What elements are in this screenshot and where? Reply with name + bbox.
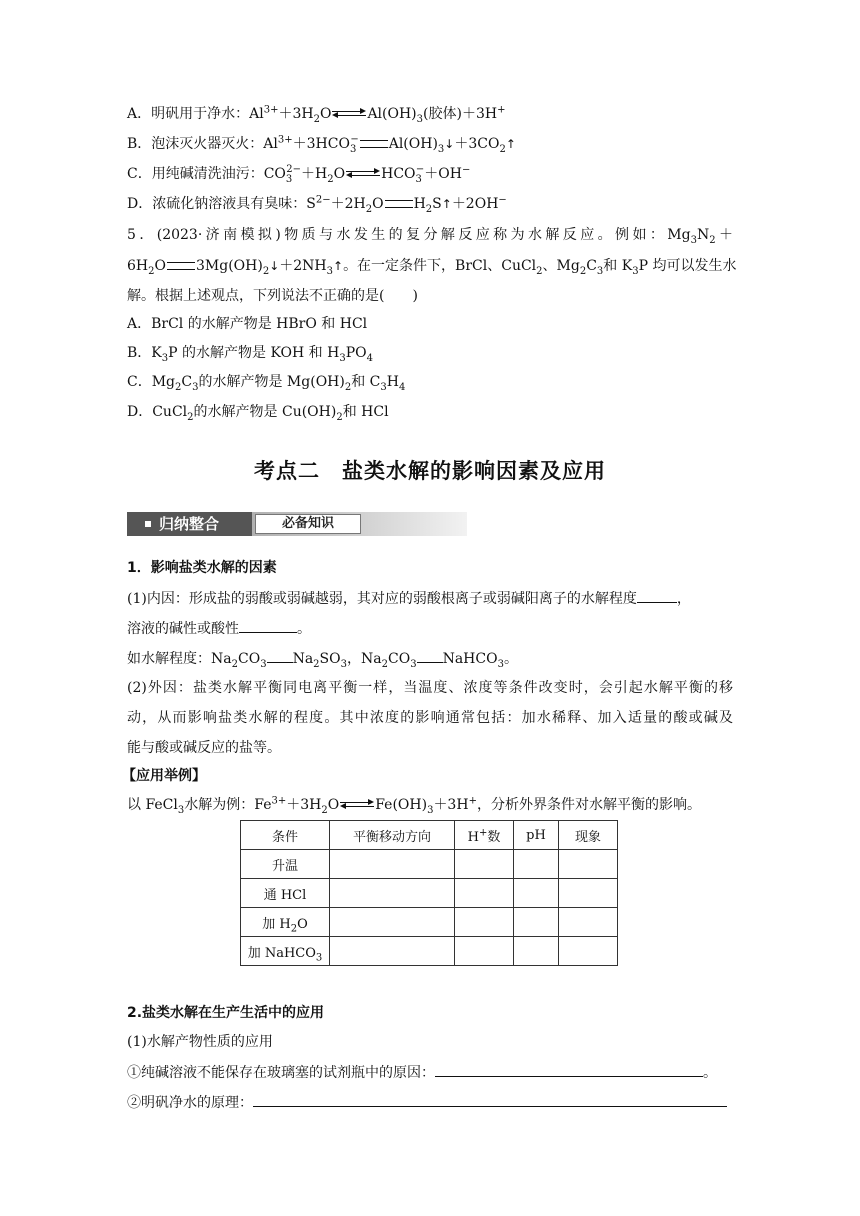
- gas-arrow-icon: ↑: [333, 259, 344, 273]
- s1-title: 1．影响盐类水解的因素: [127, 560, 277, 576]
- table-cell-empty[interactable]: [330, 879, 455, 908]
- equals-sign-icon: [385, 200, 413, 208]
- equals-sign-icon: [360, 140, 388, 148]
- table-header-cell: pH: [514, 821, 559, 850]
- table-cell-empty[interactable]: [514, 879, 559, 908]
- table-header-cell: 现象: [559, 821, 618, 850]
- s1-inner-line2: 溶液的碱性或酸性 。: [127, 618, 311, 639]
- application-line: 以 FeCl$_3$水解为例：$Fe^{3+}+3H_2O$ $Fe(OH)_3+3H^+$，分析外界条件对水解平衡的影响。: [127, 795, 701, 816]
- table-cell-empty[interactable]: [330, 908, 455, 937]
- table-cell-empty[interactable]: [330, 937, 455, 966]
- table-cell-empty[interactable]: [455, 937, 514, 966]
- q4-option-a: A．明矾用于净水：$Al^{3+}+3H_2O$ $Al(OH)_3$(胶体)＋3H+: [127, 104, 506, 125]
- table-cell-condition: 加 $H_2O$: [241, 908, 330, 937]
- table-cell-condition: 升温: [241, 850, 330, 879]
- q5-option-d: D．CuCl$_2$的水解产物是 $Cu(OH)_2$和 HCl: [127, 404, 389, 423]
- table-row: [241, 879, 618, 908]
- table-header-row: [241, 821, 618, 850]
- table-cell-empty[interactable]: [559, 937, 618, 966]
- table-cell-empty[interactable]: [455, 908, 514, 937]
- table-cell-empty[interactable]: [514, 937, 559, 966]
- table-row: [241, 850, 618, 879]
- table-header-cell: 平衡移动方向: [330, 821, 455, 850]
- table-cell-empty[interactable]: [455, 879, 514, 908]
- s1-outer-line3: 能与酸或碱反应的盐等。: [127, 740, 281, 756]
- q5-stem-line2: $6H_2O$ $3Mg(OH)_2↓+2NH_3↑$。在一定条件下，BrCl、CuCl$_2$、$Mg_2C_3$和 $K_3P$ 均可以发生水: [127, 258, 737, 277]
- table-cell-empty[interactable]: [559, 879, 618, 908]
- q5-option-b: B．$K_3P$ 的水解产物是 KOH 和 $H_3PO_4$: [127, 345, 373, 364]
- gas-arrow-icon: ↑: [505, 137, 516, 151]
- equals-sign-icon: [167, 262, 195, 270]
- table-row: [241, 908, 618, 937]
- table-cell-condition: 加 NaHCO$_3$: [241, 937, 330, 966]
- table-row: [241, 937, 618, 966]
- s1-example: 如水解程度：$Na_2CO_3$ $Na_2SO_3$，$Na_2CO_3$ NaHCO$_3$。: [127, 648, 518, 669]
- application-label: 【应用举例】: [122, 768, 206, 784]
- table-cell-empty[interactable]: [559, 850, 618, 879]
- hydrolysis-conditions-table: [240, 820, 618, 966]
- s1-outer-line1: (2)外因：盐类水解平衡同电离平衡一样，当温度、浓度等条件改变时，会引起水解平衡的移: [127, 680, 733, 696]
- answer-blank[interactable]: [435, 1062, 703, 1077]
- s1-outer-line2: 动，从而影响盐类水解的程度。其中浓度的影响通常包括：加水稀释、加入适量的酸或碱及: [127, 710, 733, 726]
- answer-blank[interactable]: [267, 648, 293, 663]
- gas-arrow-icon: ↑: [441, 197, 452, 211]
- s2-subtitle: (1)水解产物性质的应用: [127, 1034, 273, 1050]
- q5-option-c: C．$Mg_2C_3$的水解产物是 $Mg(OH)_2$和 $C_3H_4$: [127, 374, 406, 393]
- precipitate-arrow-icon: ↓: [444, 137, 455, 151]
- s2-question-1: ①纯碱溶液不能保存在玻璃塞的试剂瓶中的原因： 。: [127, 1062, 717, 1083]
- s2-title: 2.盐类水解在生产生活中的应用: [127, 1005, 325, 1021]
- table-cell-empty[interactable]: [330, 850, 455, 879]
- table-cell-empty[interactable]: [514, 850, 559, 879]
- answer-blank[interactable]: [253, 1092, 727, 1107]
- s2-question-2: ②明矾净水的原理：: [127, 1092, 727, 1113]
- q5-stem-line3: 解。根据上述观点，下列说法不正确的是( ): [127, 288, 418, 304]
- q4-option-d: D．浓硫化钠溶液具有臭味：$S^{2-}+2H_2O$ $H_2S↑+2OH^-$: [127, 194, 507, 215]
- banner-label-right: 必备知识: [255, 514, 361, 534]
- precipitate-arrow-icon: ↓: [269, 259, 280, 273]
- q4-option-c: C．用纯碱清洗油污：$CO_3^{2-}+H_2O$ $HCO_3^-+OH^-$: [127, 164, 471, 185]
- square-bullet-icon: [145, 521, 151, 527]
- q5-stem-line1: 5．(2023·济南模拟)物质与水发生的复分解反应称为水解反应。例如：$Mg_3N_2+$: [127, 227, 733, 246]
- table-cell-empty[interactable]: [559, 908, 618, 937]
- s1-inner-line1: (1)内因：形成盐的弱酸或弱碱越弱，其对应的弱酸根离子或弱碱阳离子的水解程度 ，: [127, 588, 691, 609]
- reversible-arrow-icon: [332, 110, 366, 118]
- table-header-cell: H+数: [455, 821, 514, 850]
- table-cell-condition: 通 HCl: [241, 879, 330, 908]
- banner-label-left: 归纳整合: [127, 512, 252, 536]
- answer-blank[interactable]: [417, 648, 443, 663]
- q5-option-a: A．BrCl 的水解产物是 HBrO 和 HCl: [127, 316, 368, 332]
- answer-blank[interactable]: [239, 618, 297, 633]
- reversible-arrow-icon: [340, 801, 374, 809]
- section-title: 考点二 盐类水解的影响因素及应用: [254, 459, 606, 483]
- reversible-arrow-icon: [346, 170, 380, 178]
- q4-option-b: B．泡沫灭火器灭火：$Al^{3+}+3HCO_3^-$ $Al(OH)_3↓+3CO_2↑$: [127, 134, 516, 155]
- table-header-cell: 条件: [241, 821, 330, 850]
- table-cell-empty[interactable]: [455, 850, 514, 879]
- answer-blank[interactable]: [637, 588, 677, 603]
- section-banner: [127, 512, 467, 540]
- table-cell-empty[interactable]: [514, 908, 559, 937]
